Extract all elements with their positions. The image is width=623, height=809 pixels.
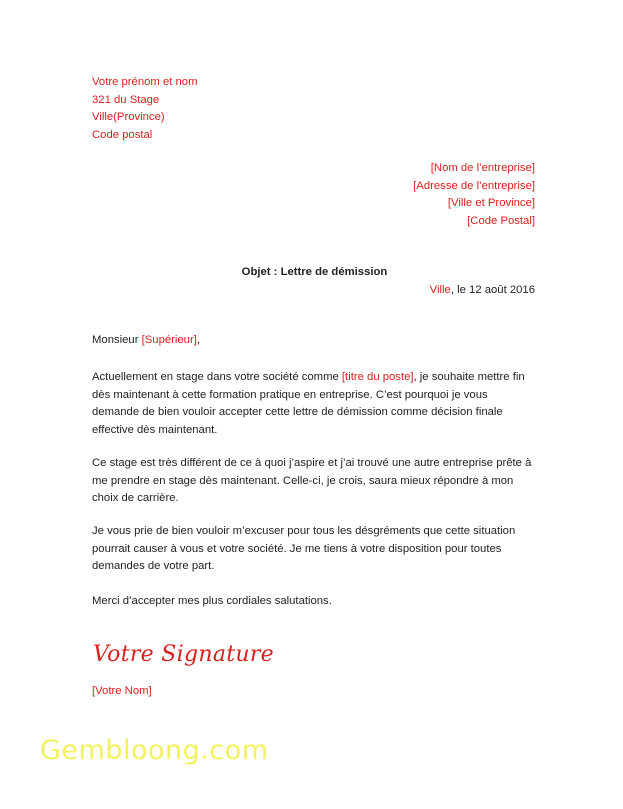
greeting [92, 334, 200, 346]
paragraph-3-line-3: demandes de votre part. [92, 560, 215, 572]
greeting-prefix: Monsieur [92, 334, 142, 346]
paragraph-2-line-1: Ce stage est très différent de ce à quoi j’aspire et j’ai trouvé une autre entreprise prête à [92, 457, 532, 469]
paragraph-2-line-2: me prendre en stage dès maintenant. Celle-ci, je crois, saura mieux répondre à mon [92, 474, 514, 487]
greeting-suffix: , [196, 334, 201, 346]
subject-line: Objet : Lettre de démission [241, 266, 388, 278]
paragraph-3 [92, 523, 537, 576]
paragraph-1-line-4: effective dès maintenant. [92, 423, 218, 436]
job-title-placeholder: [titre du poste] [341, 371, 414, 383]
date-text: , le 12 août 2016 [450, 284, 535, 296]
paragraph-3-line-1: Je vous prie de bien vouloir m’excuser pour tous les désgréments que cette situation [92, 525, 516, 537]
sender-name: Votre prénom et nom [92, 76, 198, 88]
closing-line: Merci d’accepter mes plus cordiales salutations. [92, 595, 332, 607]
paragraph-1 [92, 369, 537, 439]
paragraph-1-line-2: dès maintenant à cette formation pratique en entreprise. C’est pourquoi je vous [92, 388, 488, 401]
paragraph-1-line-3: demande de bien vouloir accepter cette lettre de démission comme décision finale [92, 406, 503, 418]
greeting-placeholder: [Supérieur] [141, 334, 197, 346]
sender-postal: Code postal [92, 128, 153, 141]
text-segment: Actuellement en stage dans votre société comme [92, 371, 342, 383]
recipient-postal: [Code Postal] [467, 214, 535, 227]
recipient-company: [Nom de l’entreprise] [430, 162, 535, 174]
recipient-city: [Ville et Province] [447, 197, 535, 209]
date-line [430, 284, 535, 296]
paragraph-2-line-3: choix de carrière. [92, 492, 179, 504]
sender-city: Ville(Province) [92, 111, 165, 123]
sender-block [92, 74, 198, 144]
paragraph-3-line-2: pourrait causer à vous et votre société. Je me tiens à votre disposition pour toutes [92, 542, 502, 555]
date-city: Ville [429, 284, 451, 296]
paragraph-2 [92, 455, 537, 508]
watermark: Gembloong.com [40, 735, 269, 766]
sender-address: 321 du Stage [92, 93, 160, 106]
signature-name: [Votre Nom] [92, 685, 152, 697]
recipient-block [413, 160, 535, 230]
signature: Votre Signature [93, 642, 275, 667]
paragraph-1-line-1 [92, 369, 537, 387]
recipient-address: [Adresse de l’entreprise] [413, 179, 535, 192]
text-segment: , je souhaite mettre fin [413, 371, 525, 383]
